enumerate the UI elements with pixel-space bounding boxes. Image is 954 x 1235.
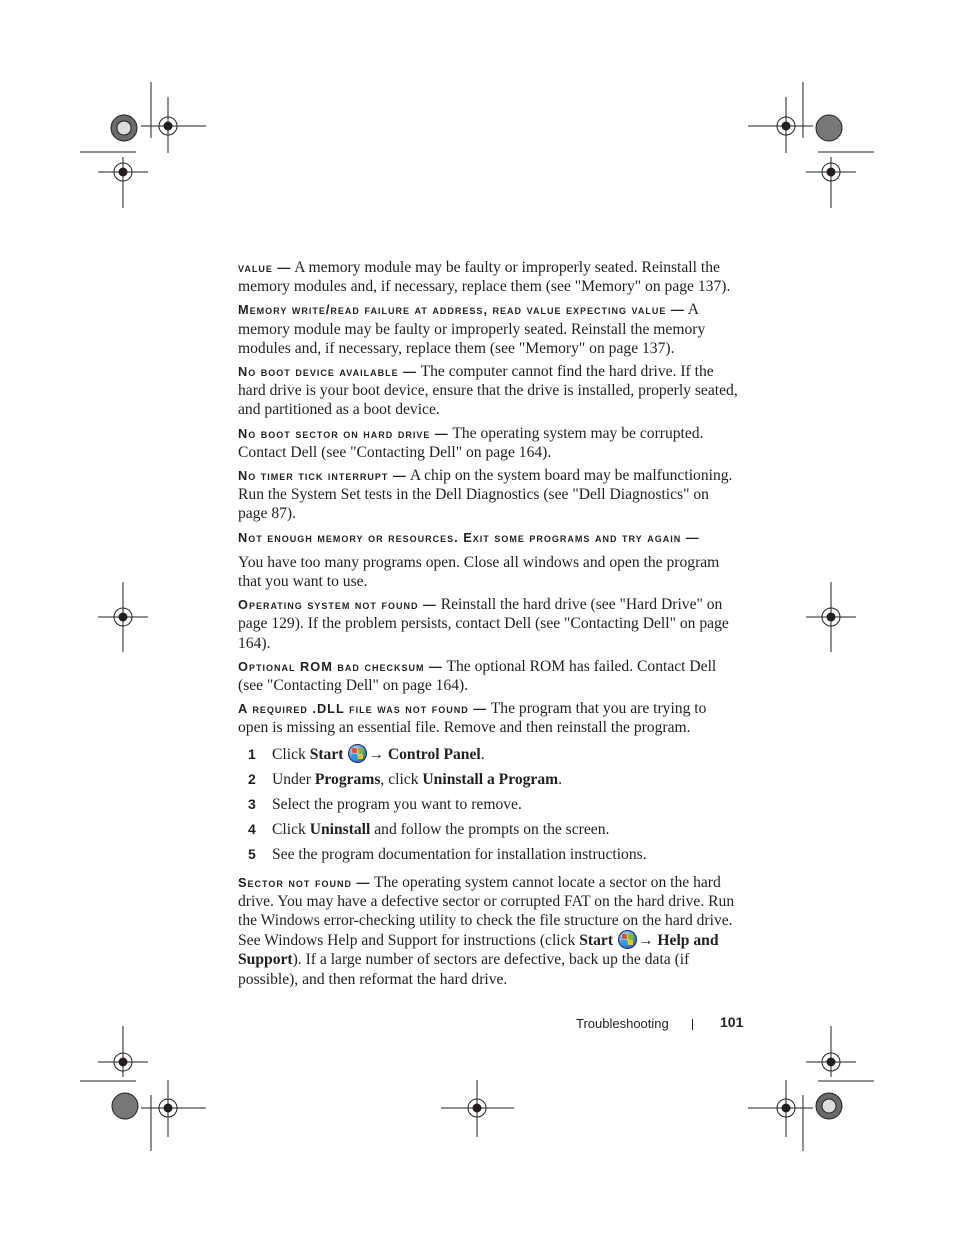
entry-body: The computer cannot find the hard drive. If the hard drive is your boot device, ensure that the drive is installed, properly seated, and partitioned as a boot device. xyxy=(238,363,738,419)
start-label: Start xyxy=(309,746,344,764)
step-text-part: Click xyxy=(272,746,310,764)
entry-heading: value — xyxy=(238,260,292,275)
entry-body: A memory module may be faulty or improperly seated. Reinstall the memory modules and, if necessary, replace them (see "Memory" on page 137). xyxy=(238,259,731,296)
step-text: Select the program you want to remove. xyxy=(272,795,522,813)
uninstall-program-label: Uninstall a Program xyxy=(422,770,559,788)
entry-body: The program that you are trying to open is missing an essential file. Remove and then reinstall the program. xyxy=(238,700,707,737)
entry-heading: Memory write/read failure at address, read value expecting value — xyxy=(238,302,685,318)
step-text-part: , click xyxy=(380,770,423,788)
entry-heading: Operating system not found — xyxy=(238,597,437,613)
step-number: 2 xyxy=(248,770,256,787)
entry-heading: Sector not found — xyxy=(238,874,371,890)
step-number: 4 xyxy=(248,820,256,837)
entry-body: A memory module may be faulty or improperly seated. Reinstall the memory modules and, if necessary, replace them (see "Memory" on page 137). xyxy=(238,301,706,357)
help-support-label: Help and Support xyxy=(238,932,719,969)
uninstall-label: Uninstall xyxy=(309,820,371,838)
step-text: See the program documentation for installation instructions. xyxy=(272,845,647,863)
step-number: 3 xyxy=(248,795,256,812)
entry-heading: No timer tick interrupt — xyxy=(238,468,407,484)
step-text-part: Under xyxy=(272,770,315,788)
entry-heading: A required .DLL file was not found — xyxy=(238,701,488,717)
entry-body: Reinstall the hard drive (see "Hard Drive" on page 129). If the problem persists, contact Dell (see "Contacting Dell" on page 164). xyxy=(238,596,729,652)
entry-body: A chip on the system board may be malfunctioning. Run the System Set tests in the Dell Diagnostics (see "Dell Diagnostics" on page 87). xyxy=(238,467,733,523)
step-text-part: and follow the prompts on the screen. xyxy=(370,820,610,838)
footer-section-title: Troubleshooting xyxy=(576,1016,669,1031)
entry-heading: No boot device available — xyxy=(238,364,417,380)
step-number: 5 xyxy=(248,845,256,862)
entry-heading: Not enough memory or resources. Exit some programs and try again — xyxy=(238,529,700,545)
entry-heading: Optional ROM bad checksum — xyxy=(238,658,443,674)
step-number: 1 xyxy=(248,745,256,762)
entry-body: The operating system cannot locate a sector on the hard drive. You may have a defective sector or corrupted FAT on the hard drive. Run the Windows error-checking utility to check the file structure on the hard drive. See Windows Help and Support for instructions (click xyxy=(238,873,735,950)
step-text-part: . xyxy=(480,746,485,764)
entry-body: The optional ROM has failed. Contact Dell (see "Contacting Dell" on page 164). xyxy=(238,657,717,695)
start-label: Start xyxy=(579,932,614,950)
control-panel-label: Control Panel xyxy=(387,746,481,764)
step-text-part: Click xyxy=(272,820,310,838)
arrow-glyph: → xyxy=(637,932,658,950)
page-number: 101 xyxy=(720,1014,744,1030)
entry-body: You have too many programs open. Close all windows and open the program that you want to use. xyxy=(238,553,720,591)
programs-label: Programs xyxy=(314,770,381,788)
entry-body-cont: ). If a large number of sectors are defective, back up the data (if possible), and then reformat the hard drive. xyxy=(238,951,690,988)
arrow-glyph: → xyxy=(368,746,388,764)
entry-heading: No boot sector on hard drive — xyxy=(238,425,449,441)
entry-body: The operating system may be corrupted. Contact Dell (see "Contacting Dell" on page 164). xyxy=(238,424,704,461)
step-text-part: . xyxy=(558,770,563,788)
